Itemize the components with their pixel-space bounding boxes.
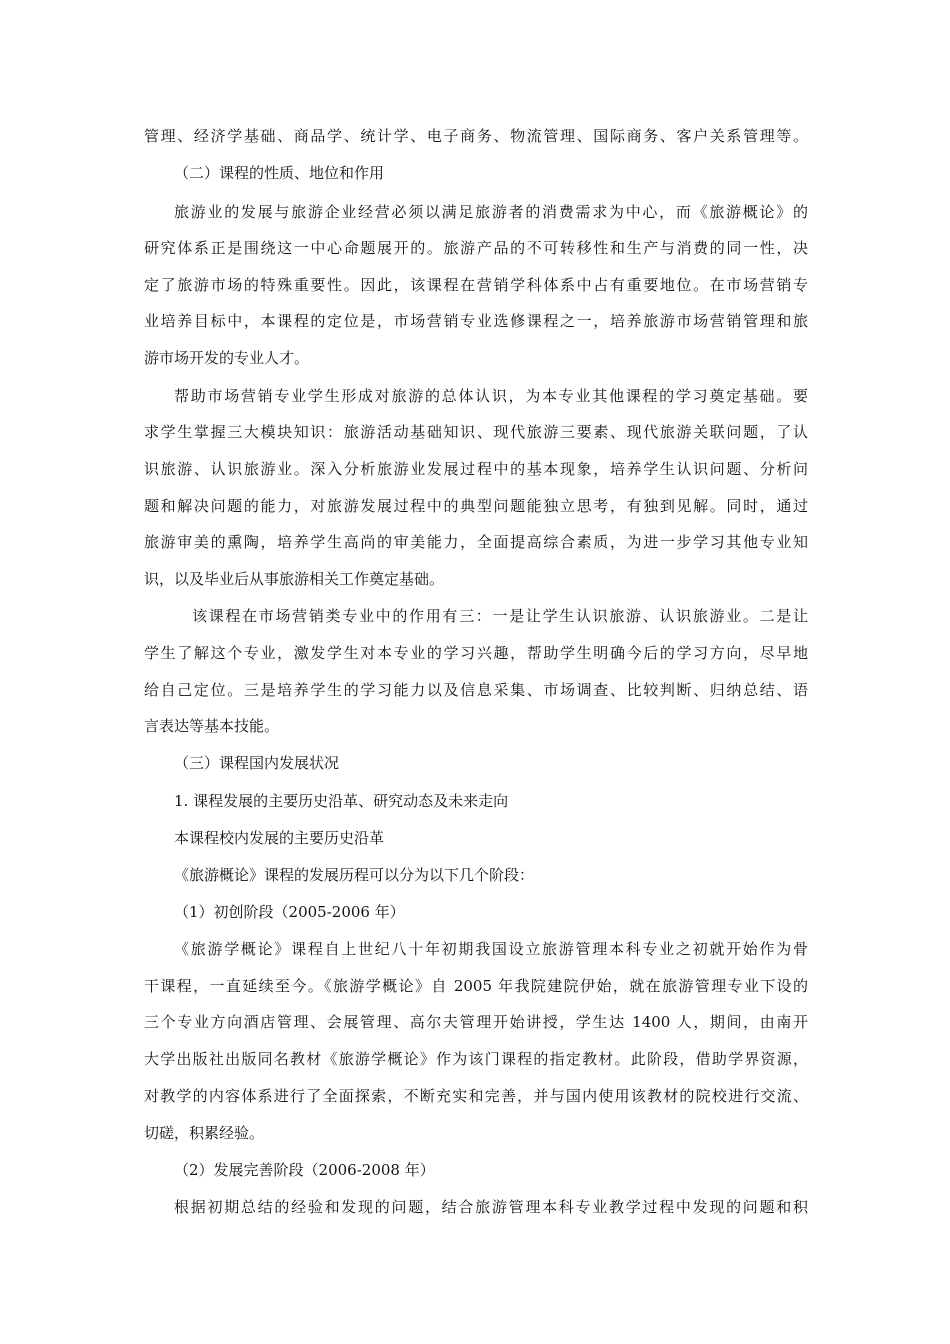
paragraph-line: 求学生掌握三大模块知识：旅游活动基础知识、现代旅游三要素、现代旅游关联问题，了认 bbox=[144, 423, 808, 441]
section-heading: （三）课程国内发展状况 bbox=[174, 754, 340, 772]
paragraph-line: 定了旅游市场的特殊重要性。因此，该课程在营销学科体系中占有重要地位。在市场营销专 bbox=[144, 276, 808, 294]
paragraph-line: 帮助市场营销专业学生形成对旅游的总体认识，为本专业其他课程的学习奠定基础。要 bbox=[174, 387, 808, 405]
paragraph-line: 管理、经济学基础、商品学、统计学、电子商务、物流管理、国际商务、客户关系管理等。 bbox=[144, 127, 808, 145]
paragraph-line: 对教学的内容体系进行了全面探索，不断充实和完善，并与国内使用该教材的院校进行交流、 bbox=[144, 1087, 808, 1105]
paragraph-line: 业培养目标中，本课程的定位是，市场营销专业选修课程之一，培养旅游市场营销管理和旅 bbox=[144, 312, 808, 330]
paragraph-line: 给自己定位。三是培养学生的学习能力以及信息采集、市场调查、比较判断、归纳总结、语 bbox=[144, 681, 808, 699]
paragraph-line: 干课程，一直延续至今。《旅游学概论》自 2005 年我院建院伊始，就在旅游管理专业下设的 bbox=[144, 977, 808, 995]
paragraph-line: 识旅游、认识旅游业。深入分析旅游业发展过程中的基本现象，培养学生认识问题、分析问 bbox=[144, 460, 808, 478]
paragraph-line: 大学出版社出版同名教材《旅游学概论》作为该门课程的指定教材。此阶段，借助学界资源， bbox=[144, 1050, 808, 1068]
stage-heading: （1）初创阶段（2005-2006 年） bbox=[174, 903, 405, 921]
section-heading: （二）课程的性质、地位和作用 bbox=[174, 164, 385, 182]
paragraph-line: 根据初期总结的经验和发现的问题，结合旅游管理本科专业教学过程中发现的问题和积 bbox=[174, 1198, 808, 1216]
paragraph-line: 该课程在市场营销类专业中的作用有三：一是让学生认识旅游、认识旅游业。二是让 bbox=[192, 607, 808, 625]
paragraph-line: 学生了解这个专业，激发学生对本专业的学习兴趣，帮助学生明确今后的学习方向，尽早地 bbox=[144, 644, 808, 662]
paragraph-line: 题和解决问题的能力，对旅游发展过程中的典型问题能独立思考，有独到见解。同时，通过 bbox=[144, 497, 808, 515]
paragraph-line: 《旅游概论》课程的发展历程可以分为以下几个阶段： bbox=[174, 866, 535, 884]
paragraph-line: 旅游审美的熏陶，培养学生高尚的审美能力，全面提高综合素质，为进一步学习其他专业知 bbox=[144, 533, 808, 551]
stage-heading: （2）发展完善阶段（2006-2008 年） bbox=[174, 1161, 435, 1179]
paragraph-line: 《旅游学概论》课程自上世纪八十年初期我国设立旅游管理本科专业之初就开始作为骨 bbox=[174, 940, 808, 958]
paragraph-line: 识，以及毕业后从事旅游相关工作奠定基础。 bbox=[144, 570, 445, 588]
paragraph-line: 切磋，积累经验。 bbox=[144, 1124, 265, 1142]
subsection-heading: 本课程校内发展的主要历史沿革 bbox=[174, 829, 385, 847]
paragraph-line: 三个专业方向酒店管理、会展管理、高尔夫管理开始讲授，学生达 1400 人，期间，由南开 bbox=[144, 1013, 808, 1031]
subsection-heading: 1. 课程发展的主要历史沿革、研究动态及未来走向 bbox=[174, 792, 509, 810]
paragraph-line: 研究体系正是围绕这一中心命题展开的。旅游产品的不可转移性和生产与消费的同一性，决 bbox=[144, 239, 808, 257]
paragraph-line: 旅游业的发展与旅游企业经营必须以满足旅游者的消费需求为中心，而《旅游概论》的 bbox=[174, 203, 808, 221]
paragraph-line: 言表达等基本技能。 bbox=[144, 717, 280, 735]
paragraph-line: 游市场开发的专业人才。 bbox=[144, 349, 310, 367]
